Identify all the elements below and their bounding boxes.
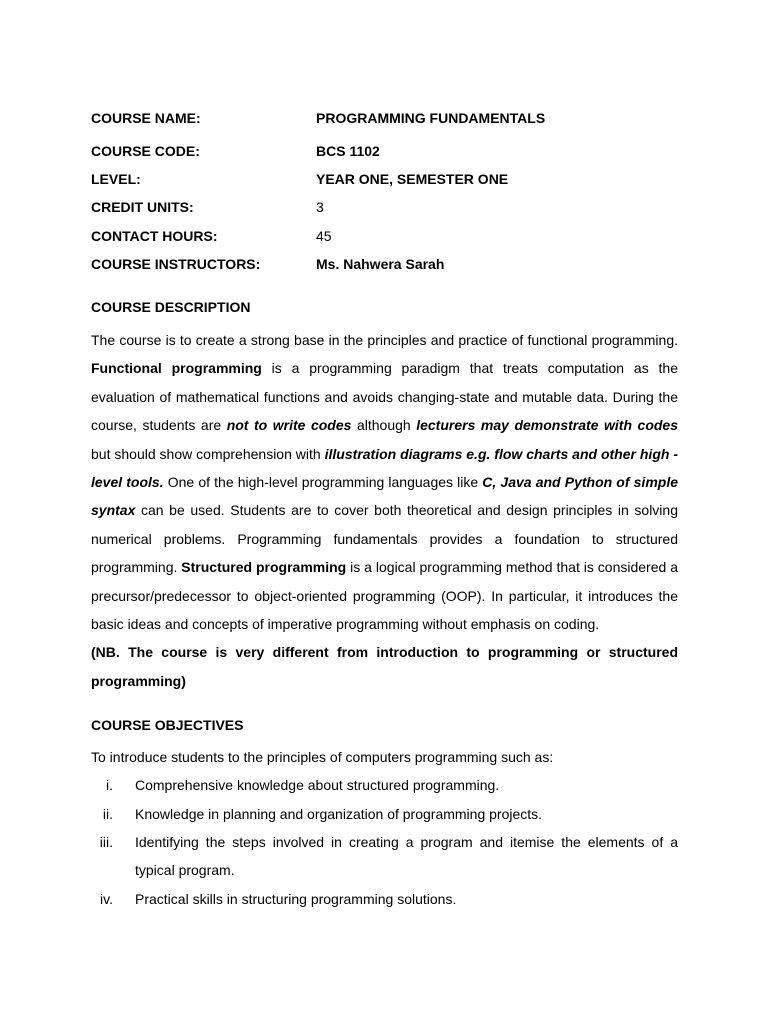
not-to-write-codes-emphasis: not to write codes <box>226 417 352 434</box>
level-row <box>91 169 691 189</box>
credit-units-value: 3 <box>316 199 324 215</box>
course-name-value: PROGRAMMING FUNDAMENTALS <box>316 110 546 126</box>
desc-text-6: can be used. Students are to cover both theoretical and design principles in solving numerical problems. Programming fundamentals provides a foundation to structured programming. <box>91 502 678 576</box>
course-code-value: BCS 1102 <box>316 143 380 159</box>
level-label: LEVEL: <box>91 171 141 187</box>
objective-text: Comprehensive knowledge about structured programming. <box>135 777 500 793</box>
instructors-row <box>91 254 691 274</box>
desc-text-5: One of the high-level programming languages like <box>163 474 483 491</box>
contact-hours-label: CONTACT HOURS: <box>91 228 218 244</box>
desc-text-4: but should show comprehension with <box>91 445 325 462</box>
objective-number: iii. <box>99 834 113 850</box>
functional-programming-term: Functional programming <box>91 360 262 377</box>
desc-text-2: is a programming paradigm that treats computation as the evaluation of mathematical functions and avoids changing-state and mutable data. During the course, students are <box>91 360 678 434</box>
structured-programming-term: Structured programming <box>181 559 347 576</box>
nb-note: (NB. The course is very different from introduction to programming or structured programming) <box>91 644 678 689</box>
instructors-value: Ms. Nahwera Sarah <box>316 256 445 272</box>
desc-text-7: is a logical programming method that is considered a precursor/predecessor to object-oriented programming (OOP). In particular, it introduces the basic ideas and concepts of imperative programming without emphasis on coding. <box>91 559 678 633</box>
objective-text: Knowledge in planning and organization of programming projects. <box>135 806 543 822</box>
instructors-label: COURSE INSTRUCTORS: <box>91 256 261 272</box>
objective-number: ii. <box>102 806 113 822</box>
objective-text: Identifying the steps involved in creating a program and itemise the elements of a typical program. <box>135 834 678 879</box>
contact-hours-value: 45 <box>316 228 332 244</box>
course-name-label: COURSE NAME: <box>91 110 201 126</box>
course-code-label: COURSE CODE: <box>91 143 200 159</box>
level-value: YEAR ONE, SEMESTER ONE <box>316 171 509 187</box>
lecturers-emphasis: lecturers may demonstrate with codes <box>416 417 679 434</box>
diagrams-emphasis: illustration diagrams e.g. flow charts and other high -level tools. <box>91 445 679 491</box>
desc-text-3: although <box>351 417 417 434</box>
course-name-row <box>91 108 691 128</box>
credit-units-label: CREDIT UNITS: <box>91 199 194 215</box>
objectives-heading: COURSE OBJECTIVES <box>91 717 244 733</box>
description-paragraph <box>91 326 678 695</box>
credit-units-row <box>91 197 691 217</box>
objective-number: iv. <box>100 891 113 907</box>
languages-emphasis: C, Java and Python of simple syntax <box>91 474 678 519</box>
objective-text: Practical skills in structuring programming solutions. <box>135 891 457 907</box>
description-heading: COURSE DESCRIPTION <box>91 299 251 315</box>
objectives-intro: To introduce students to the principles of computers programming such as: <box>91 749 554 765</box>
desc-text-1: The course is to create a strong base in the principles and practice of functional programming. <box>91 332 678 348</box>
contact-hours-row <box>91 226 691 246</box>
objective-number: i. <box>106 777 113 793</box>
course-code-row <box>91 141 691 161</box>
